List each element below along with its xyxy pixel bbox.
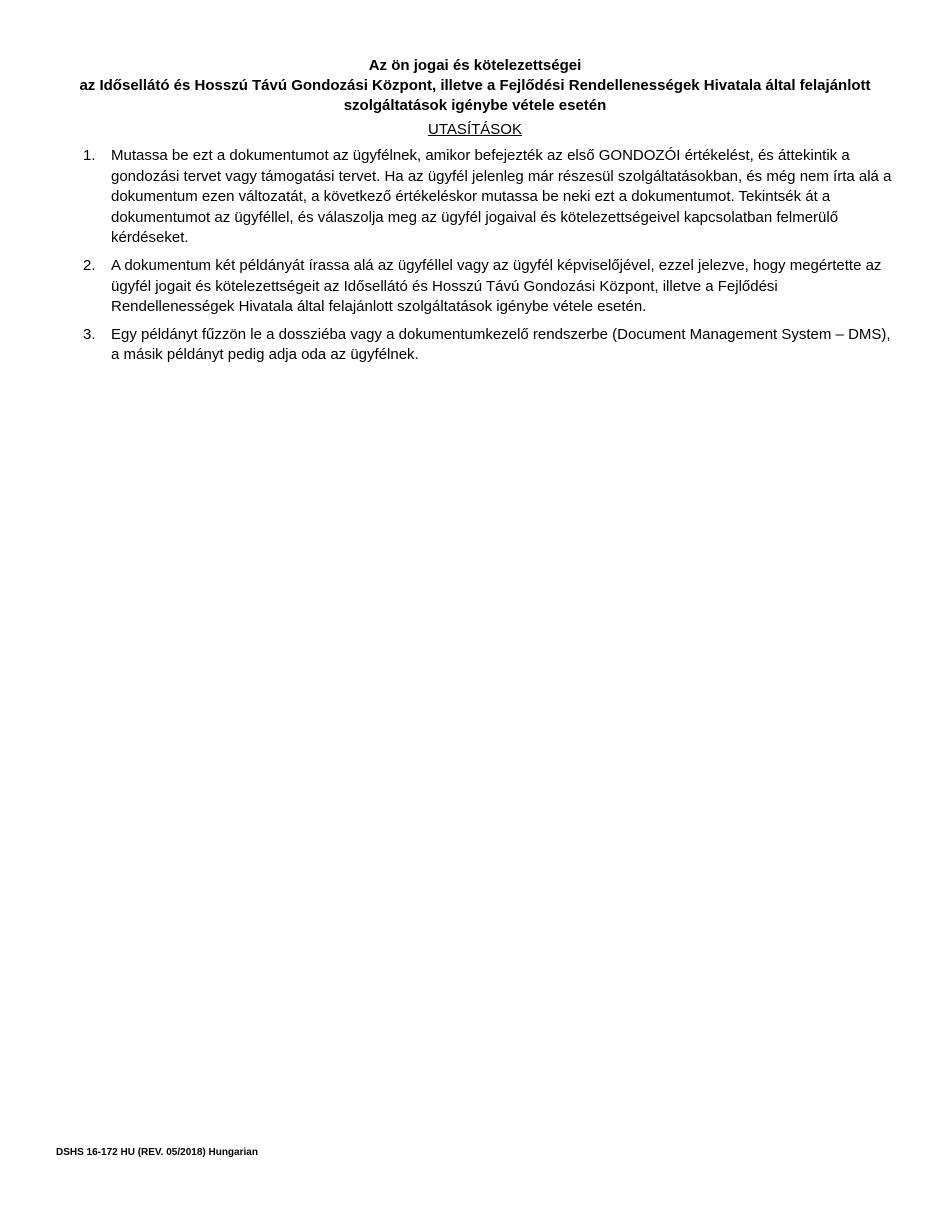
title-line-2: az Idősellátó és Hosszú Távú Gondozási Központ, illetve a Fejlődési Rendellenességek Hivatala által felajánlott — [79, 77, 871, 94]
instructions-label: UTASÍTÁSOK — [428, 121, 522, 138]
instructions-list — [80, 146, 895, 373]
list-item-text: Egy példányt fűzzön le a dossziéba vagy a dokumentumkezelő rendszerbe (Document Management System – DMS), a másik példányt pedig adja oda az ügyfélnek. — [111, 325, 891, 364]
list-item-number: 1. — [83, 147, 96, 164]
list-item-number: 2. — [83, 256, 96, 274]
title-line-3: szolgáltatások igénybe vétele esetén — [343, 97, 607, 114]
list-item-text: A dokumentum két példányát írassa alá az ügyféllel vagy az ügyfél képviselőjével, ezzel jelezve, hogy megértette az ügyfél jogait és kötelezettségeit az Idősellátó és Hosszú Távú Gondozási Központ, illetve a Fejlődési Rendellenességek Hivatala által felajánlott szolgáltatások igénybe vétele esetén. — [111, 256, 882, 316]
list-item-number: 3. — [83, 325, 96, 343]
list-item — [80, 256, 895, 318]
title-line-1: Az ön jogai és kötelezettségei — [368, 57, 582, 74]
list-item-text: Mutassa be ezt a dokumentumot az ügyfélnek, amikor befejezték az első GONDOZÓI értékelést, és áttekintik a gondozási tervet vagy támogatási tervet. Ha az ügyfél jelenleg már részesül szolgáltatásokban, és még nem írta alá a dokumentum ezen változatát, a következő értékeléskor mutassa be neki ezt a dokumentumot. Tekintsék át a dokumentumot az ügyféllel, és válaszolja meg az ügyfél jogaival és kötelezettségeivel kapcsolatban felmerülő kérdéseket. — [111, 147, 892, 247]
document-heading — [40, 56, 910, 140]
form-footer-id: DSHS 16-172 HU (REV. 05/2018) Hungarian — [56, 1147, 258, 1158]
list-item — [80, 146, 895, 249]
list-item — [80, 325, 895, 366]
